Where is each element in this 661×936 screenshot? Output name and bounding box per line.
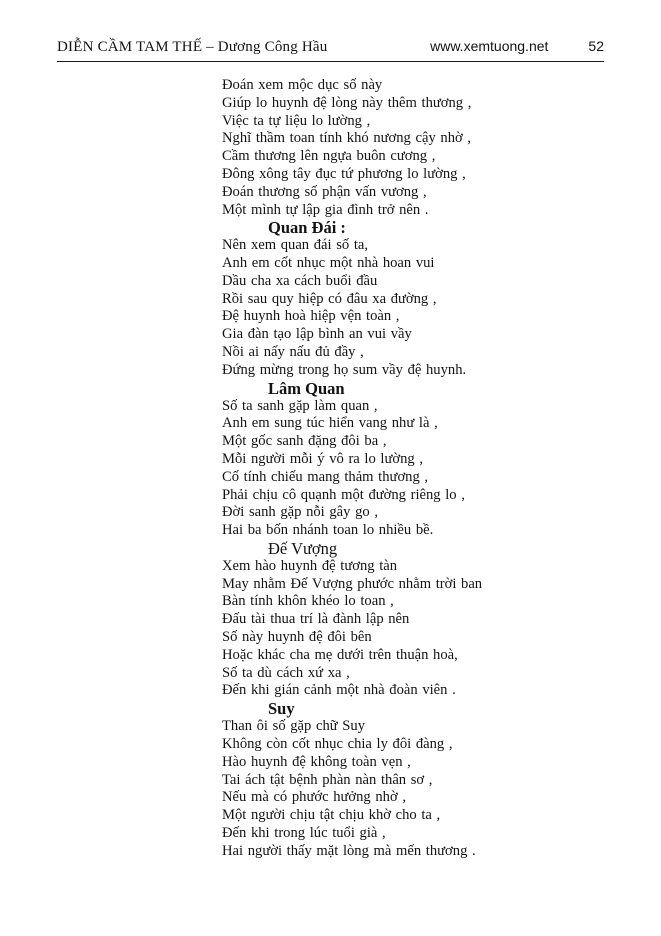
poem-line: Hai ba bốn nhánh toan lo nhiều bề. [222, 522, 434, 539]
poem-line: Anh em sung túc hiển vang như là , [222, 415, 438, 432]
poem-line: Nếu mà có phước hưởng nhờ , [222, 789, 406, 806]
poem-line: Không còn cốt nhục chia ly đôi đàng , [222, 735, 453, 752]
page-number: 52 [588, 38, 604, 54]
poem-line: Phải chịu cô quạnh một đường riêng lo , [222, 486, 465, 503]
poem-line: Đến khi gián cảnh một nhà đoàn viên . [222, 682, 456, 699]
poem-line: Số ta sanh gặp làm quan , [222, 397, 378, 414]
poem-line: Dầu cha xa cách buổi đầu [222, 272, 378, 289]
poem-content [222, 77, 622, 861]
poem-line: Cầm thương lên ngựa buôn cương , [222, 148, 436, 165]
poem-line: Tai ách tật bệnh phàn nàn thân sơ , [222, 771, 433, 788]
poem-line: Hai người thấy mặt lòng mà mến thương . [222, 842, 476, 859]
poem-line: Nghĩ thầm toan tính khó nương cậy nhờ , [222, 130, 472, 147]
section-heading: Suy [268, 699, 295, 719]
poem-line: Nên xem quan đái số ta, [222, 237, 369, 254]
poem-line: Giúp lo huynh đệ lòng này thêm thương , [222, 94, 472, 111]
page-header [57, 38, 604, 56]
poem-line: Một gốc sanh đặng đôi ba , [222, 433, 387, 450]
poem-line: Nồi ai nấy nấu đủ đầy , [222, 344, 364, 361]
header-divider [57, 61, 604, 62]
poem-line: Xem hào huynh đệ tương tàn [222, 557, 398, 574]
section-heading: Quan Đái : [268, 218, 346, 238]
poem-line: Than ôi số gặp chữ Suy [222, 718, 366, 735]
poem-line: Số ta dù cách xứ xa , [222, 664, 350, 681]
poem-line: Hào huynh đệ không toàn vẹn , [222, 753, 411, 770]
poem-line: May nhằm Đế Vượng phước nhằm trời ban [222, 575, 483, 592]
website-url: www.xemtuong.net [430, 38, 549, 54]
poem-line: Đệ huynh hoà hiệp vện toàn , [222, 308, 400, 325]
book-title: DIỄN CẦM TAM THẾ – Dương Công Hầu [57, 39, 328, 55]
poem-line: Anh em cốt nhục một nhà hoan vui [222, 255, 435, 272]
poem-line: Rồi sau quy hiệp có đâu xa đường , [222, 290, 437, 307]
poem-line: Đông xông tây đục tứ phương lo lường , [222, 165, 466, 182]
poem-line: Số này huynh đệ đôi bên [222, 629, 372, 646]
poem-line: Cố tính chiếu mang thảm thương , [222, 468, 429, 485]
section-heading: Lâm Quan [268, 378, 345, 398]
section-heading: Đế Vượng [268, 538, 338, 558]
poem-line: Đấu tài thua trí là đành lập nên [222, 611, 410, 628]
poem-line: Đoán thương số phận vấn vương , [222, 183, 427, 200]
header-right-group [430, 38, 604, 54]
poem-line: Một người chịu tật chịu khờ cho ta , [222, 807, 441, 824]
poem-line: Một mình tự lập gia đình trở nên . [222, 201, 429, 218]
poem-line: Đoán xem mộc dục số này [222, 77, 383, 93]
poem-line: Hoặc khác cha mẹ dưới trên thuận hoà, [222, 646, 458, 663]
poem-line: Gia đàn tạo lập bình an vui vầy [222, 326, 412, 343]
poem-line: Mỗi người mỗi ý vô ra lo lường , [222, 450, 423, 467]
poem-line: Đời sanh gặp nỗi gây go , [222, 504, 378, 521]
poem-line: Đến khi trong lúc tuổi già , [222, 824, 386, 841]
poem-line: Đứng mừng trong họ sum vầy đệ huynh. [222, 361, 467, 378]
poem-line: Việc ta tự liệu lo lường , [222, 112, 371, 129]
poem-line: Bàn tính khôn khéo lo toan , [222, 593, 394, 610]
